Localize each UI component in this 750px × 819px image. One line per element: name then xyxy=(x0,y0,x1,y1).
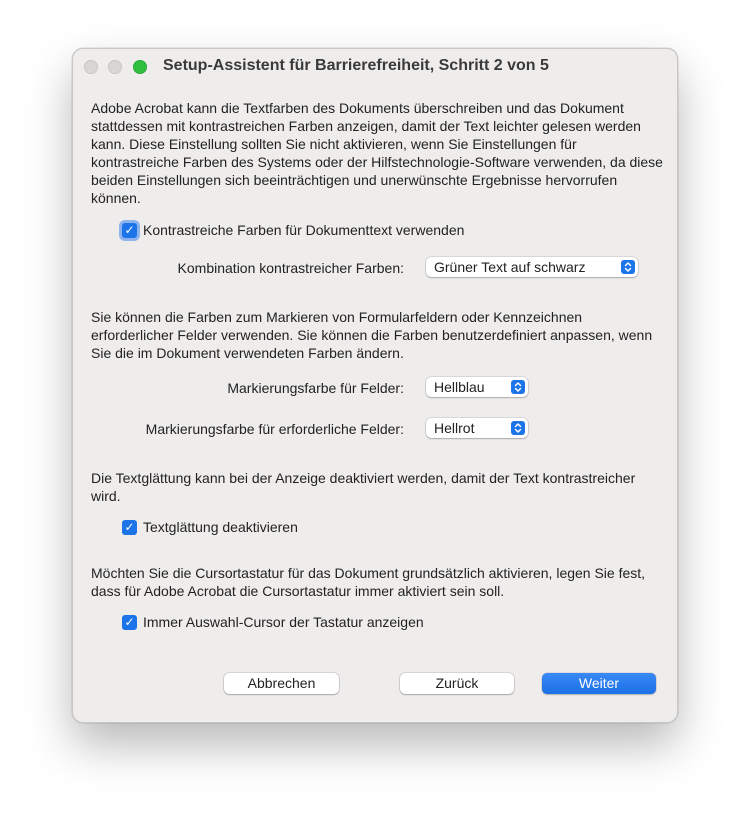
highlight-description: Sie können die Farben zum Markieren von Formularfeldern oder Kennzeichnen erforderlicher Felder verwenden. Sie können die Farben benutzerdefiniert anpassen, wenn Sie die im Dokument verwendeten Farben ändern. xyxy=(91,309,653,361)
minimize-window-button[interactable] xyxy=(108,60,122,74)
required-color-popup[interactable] xyxy=(426,418,528,438)
field-color-popup[interactable] xyxy=(426,377,528,397)
window-title: Setup-Assistent für Barrierefreiheit, Schritt 2 von 5 xyxy=(163,57,549,74)
chevron-up-down-icon xyxy=(511,380,525,394)
disable-smoothing-checkbox[interactable]: ✓ xyxy=(122,520,137,535)
color-combination-value: Grüner Text auf schwarz xyxy=(434,259,586,275)
zoom-window-button[interactable] xyxy=(133,60,147,74)
back-button[interactable]: Zurück xyxy=(400,673,514,694)
cursor-description: Möchten Sie die Cursortastatur für das Dokument grundsätzlich aktivieren, legen Sie fest, dass für Adobe Acrobat die Cursortastatur immer aktiviert sein soll. xyxy=(91,565,646,599)
always-show-cursor-checkbox[interactable]: ✓ xyxy=(122,615,137,630)
high-contrast-checkbox[interactable]: ✓ xyxy=(122,223,137,238)
title-bar xyxy=(73,49,677,85)
color-combination-popup[interactable] xyxy=(426,257,638,277)
field-color-label: Markierungsfarbe für Felder: xyxy=(227,380,404,396)
close-window-button[interactable] xyxy=(84,60,98,74)
smoothing-checkbox-row[interactable] xyxy=(122,519,298,535)
required-color-label: Markierungsfarbe für erforderliche Felder: xyxy=(145,421,404,437)
chevron-up-down-icon xyxy=(621,260,635,274)
chevron-up-down-icon xyxy=(511,421,525,435)
disable-smoothing-label: Textglättung deaktivieren xyxy=(143,519,298,535)
field-color-value: Hellblau xyxy=(434,379,485,395)
setup-assistant-dialog xyxy=(72,48,678,723)
cancel-button[interactable]: Abbrechen xyxy=(224,673,339,694)
contrast-description: Adobe Acrobat kann die Textfarben des Dokuments überschreiben und das Dokument stattdessen mit kontrastreichen Farben anzeigen, damit der Text leichter gelesen werden kann. Diese Einstellung sollten Sie nicht aktivieren, wenn Sie Einstellungen für kontrastreiche Farben des Systems oder der Hilfstechnologie-Software verwenden, da diese beiden Einstellungen sich beeinträchtigen und unerwünschte Ergebnisse hervorrufen können. xyxy=(91,100,663,206)
smoothing-description: Die Textglättung kann bei der Anzeige deaktiviert werden, damit der Text kontrastreicher wird. xyxy=(91,470,636,504)
high-contrast-checkbox-label: Kontrastreiche Farben für Dokumenttext verwenden xyxy=(143,222,465,238)
color-combination-label: Kombination kontrastreicher Farben: xyxy=(177,260,404,276)
cursor-checkbox-row[interactable] xyxy=(122,614,424,630)
always-show-cursor-label: Immer Auswahl-Cursor der Tastatur anzeigen xyxy=(143,614,424,630)
next-button[interactable]: Weiter xyxy=(542,673,656,694)
high-contrast-checkbox-row[interactable] xyxy=(122,222,464,238)
required-color-value: Hellrot xyxy=(434,420,475,436)
